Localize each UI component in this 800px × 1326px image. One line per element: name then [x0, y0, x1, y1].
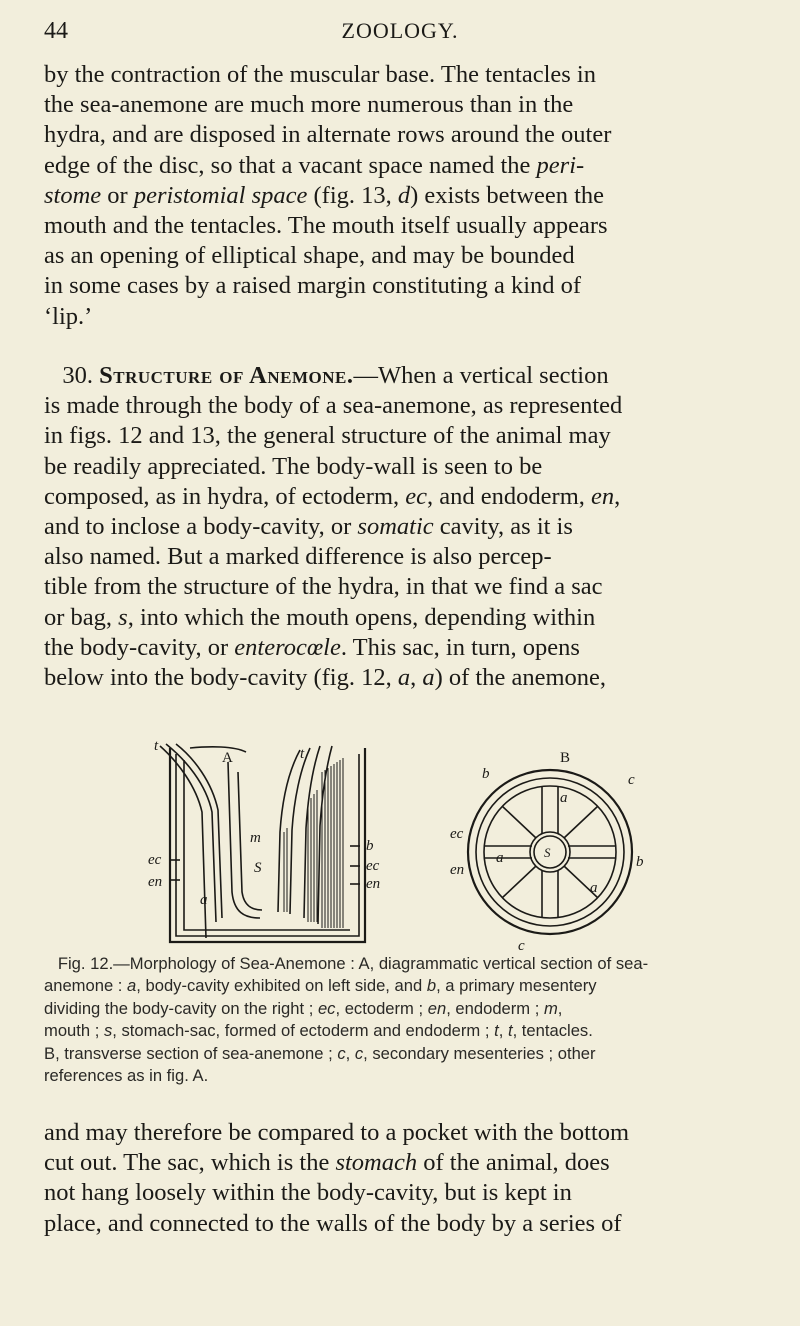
figure-label-b: b	[636, 854, 644, 870]
caption-line: anemone : a, body-cavity exhibited on left side, and b, a primary mesentery	[44, 976, 597, 996]
figure-label-a: a	[560, 790, 568, 806]
text-line: tible from the structure of the hydra, in that we find a sac	[44, 573, 603, 601]
text-line: and to inclose a body-cavity, or somatic cavity, as it is	[44, 513, 573, 541]
text-line: is made through the body of a sea-anemone, as represented	[44, 392, 623, 420]
text-line: mouth and the tentacles. The mouth itself usually appears	[44, 212, 608, 240]
section-number: 30.	[62, 362, 93, 389]
figure-label-s: S	[544, 845, 551, 860]
figure-label-s: S	[254, 860, 262, 876]
text-line: and may therefore be compared to a pocket with the bottom	[44, 1119, 630, 1146]
text-line: cut out. The sac, which is the stomach of the animal, does	[44, 1149, 610, 1177]
figure-label-ec: ec	[450, 826, 464, 842]
text-line: in figs. 12 and 13, the general structure of the animal may	[44, 422, 611, 450]
figure-label-a: a	[590, 880, 598, 896]
text-line: the sea-anemone are much more numerous than in the	[44, 91, 574, 119]
figure-label-t: t	[154, 738, 159, 754]
text-line: 30. Structure of Anemone.—When a vertical section	[62, 362, 609, 389]
page-number: 44	[44, 18, 68, 44]
text-line: as an opening of elliptical shape, and may be bounded	[44, 242, 575, 270]
text-line: stome or peristomial space (fig. 13, d) exists between the	[44, 181, 605, 209]
paragraph-structure	[44, 361, 756, 693]
section-heading: Structure of Anemone.	[99, 362, 354, 389]
caption-line: dividing the body-cavity on the right ; ec, ectoderm ; en, endoderm ; m,	[44, 998, 563, 1018]
figure-label-en: en	[450, 862, 465, 878]
figure-label-b: b	[482, 766, 490, 782]
text-line: place, and connected to the walls of the body by a series of	[44, 1209, 622, 1237]
figure-caption	[44, 953, 756, 1087]
text-line: also named. But a marked difference is also percep-	[44, 543, 552, 571]
caption-line: B, transverse section of sea-anemone ; c, c, secondary mesenteries ; other	[44, 1043, 596, 1063]
figure-label-b: b	[366, 838, 374, 854]
anemone-figure	[148, 738, 680, 954]
caption-line: Fig. 12.—Morphology of Sea-Anemone : A, diagrammatic vertical section of sea-	[57, 954, 649, 973]
figure-label-a: a	[200, 892, 208, 908]
page-header	[44, 18, 756, 54]
figure-label-en: en	[366, 876, 381, 892]
figure-label-m: m	[250, 830, 261, 846]
text-line: ‘lip.’	[44, 302, 93, 330]
figure-label-en: en	[148, 874, 163, 890]
text-line: composed, as in hydra, of ectoderm, ec, and endoderm, en,	[44, 482, 621, 510]
text-line: the body-cavity, or enterocœle. This sac, in turn, opens	[44, 633, 580, 661]
text-line: in some cases by a raised margin constituting a kind of	[44, 272, 582, 300]
paragraph-stomach	[44, 1118, 756, 1239]
vertical-section-diagram	[160, 744, 365, 942]
text-line: or bag, s, into which the mouth opens, depending within	[44, 603, 596, 631]
paragraph-tentacles	[44, 60, 756, 332]
text-line: edge of the disc, so that a vacant space named the peri-	[44, 151, 585, 179]
figure-label-c: c	[518, 938, 525, 954]
figure-label-c: c	[628, 772, 635, 788]
running-head: ZOOLOGY.	[341, 18, 459, 43]
figure-label-a: a	[496, 850, 504, 866]
figure-label-B: B	[560, 750, 571, 766]
figure-label-t: t	[300, 746, 305, 762]
figure-label-ec: ec	[366, 858, 380, 874]
caption-line: mouth ; s, stomach-sac, formed of ectoderm and endoderm ; t, t, tentacles.	[44, 1021, 593, 1041]
caption-line: references as in fig. A.	[44, 1066, 209, 1086]
figure-label-ec: ec	[148, 852, 162, 868]
text-line: by the contraction of the muscular base. The tentacles in	[44, 61, 596, 88]
text-line: below into the body-cavity (fig. 12, a, a) of the anemone,	[44, 664, 607, 692]
figure-label-A: A	[222, 750, 233, 766]
text-line: hydra, and are disposed in alternate rows around the outer	[44, 121, 612, 149]
text-line: be readily appreciated. The body-wall is seen to be	[44, 452, 543, 480]
text-line: not hang loosely within the body-cavity, but is kept in	[44, 1179, 572, 1207]
